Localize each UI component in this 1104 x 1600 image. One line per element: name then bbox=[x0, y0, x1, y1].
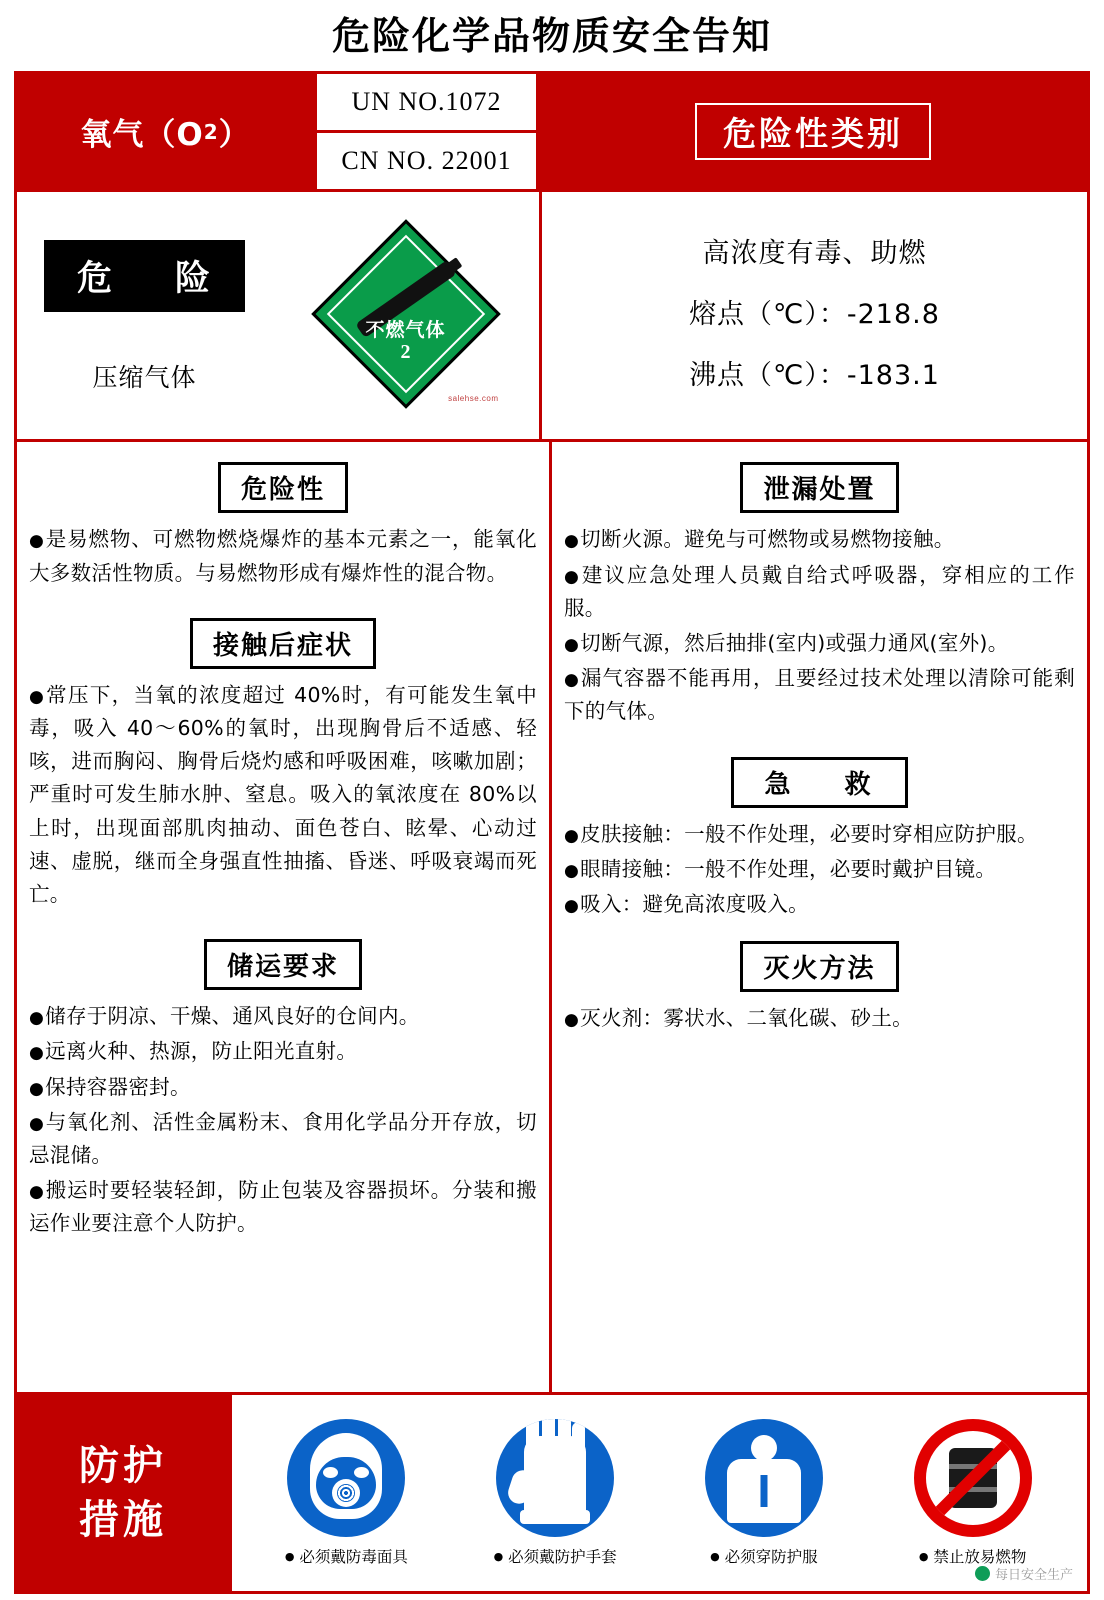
hazard-item: ● 是易燃物、可燃物燃烧爆炸的基本元素之一，能氧化大多数活性物质。与易燃物形成有爆炸性的混合物。 bbox=[29, 523, 537, 589]
ppe-caption-no-flammables: ● 禁止放易燃物 bbox=[919, 1545, 1027, 1567]
gas-mask-icon bbox=[287, 1419, 405, 1537]
firefighting-section-title: 灭火方法 bbox=[740, 941, 898, 992]
watermark-logo-icon bbox=[975, 1566, 990, 1581]
leak-item: ● 漏气容器不能再用，且要经过技术处理以清除可能剩下的气体。 bbox=[564, 662, 1075, 728]
leak-item: ● 切断气源，然后抽排(室内)或强力通风(室外)。 bbox=[564, 627, 1075, 660]
storage-item: ● 保持容器密封。 bbox=[29, 1071, 537, 1104]
storage-section-title: 储运要求 bbox=[204, 939, 362, 990]
ppe-item-no-flammables bbox=[878, 1419, 1068, 1567]
ppe-item-suit bbox=[669, 1419, 859, 1567]
hazard-category-title: 危险性类别 bbox=[695, 103, 931, 160]
placard-credit: salehse.com bbox=[448, 393, 499, 403]
un-number: UN NO.1072 bbox=[317, 74, 536, 133]
header-band bbox=[17, 74, 1087, 192]
non-flammable-gas-placard-icon bbox=[311, 219, 501, 409]
firstaid-item: ● 吸入：避免高浓度吸入。 bbox=[564, 888, 1075, 921]
ppe-item-gas-mask bbox=[251, 1419, 441, 1567]
ppe-footer-label-line2: 措施 bbox=[79, 1497, 167, 1543]
signal-word-area bbox=[17, 192, 272, 439]
placard-inner-border bbox=[326, 235, 484, 393]
storage-section-header bbox=[29, 939, 537, 990]
watermark-text: 每日安全生产 bbox=[994, 1568, 1073, 1583]
ppe-icon-row bbox=[232, 1395, 1087, 1591]
hazard-category-header bbox=[539, 74, 1087, 189]
substance-name-subscript: 2 bbox=[203, 119, 219, 144]
symbol-band bbox=[17, 192, 1087, 442]
firstaid-item: ● 皮肤接触：一般不作处理，必要时穿相应防护服。 bbox=[564, 818, 1075, 851]
ppe-footer-label bbox=[17, 1395, 232, 1591]
cn-number: CN NO. 22001 bbox=[341, 146, 512, 176]
placard-class-number: 2 bbox=[400, 340, 411, 363]
property-melting-point: 熔点（℃）：-218.8 bbox=[689, 299, 940, 331]
symptoms-item: ● 常压下，当氧的浓度超过 40%时，有可能发生氧中毒，吸入 40～60%的氧时，出现胸骨后不适感、轻咳，进而胸闷、胸骨后烧灼感和呼吸困难，咳嗽加剧；严重时可发生肺水肿、窒息。吸入的氧浓度在 80%以上时，出现面部肌肉抽动、面色苍白、眩晕、心动过速、虚脱，继而全身强直性抽搐、昏迷、呼吸衰竭而死亡。 bbox=[29, 679, 537, 911]
firstaid-section-header bbox=[564, 757, 1075, 808]
page-title: 危险化学品物质安全告知 bbox=[331, 14, 772, 58]
ppe-footer-label-line1: 防护 bbox=[79, 1443, 167, 1489]
compressed-gas-label: 压缩气体 bbox=[92, 362, 197, 392]
firefighting-section-header bbox=[564, 941, 1075, 992]
left-column bbox=[17, 442, 552, 1392]
substance-name-text: 氧气（O bbox=[80, 117, 204, 154]
symptoms-section-title: 接触后症状 bbox=[190, 618, 376, 669]
id-numbers bbox=[317, 74, 539, 189]
glove-icon bbox=[496, 1419, 614, 1537]
notice-frame bbox=[14, 71, 1090, 1594]
storage-item: ● 与氧化剂、活性金属粉末、食用化学品分开存放，切忌混储。 bbox=[29, 1106, 537, 1172]
placard-area bbox=[272, 192, 539, 439]
ppe-caption-gas-mask: ● 必须戴防毒面具 bbox=[285, 1545, 408, 1567]
firefighting-item: ● 灭火剂：雾状水、二氧化碳、砂土。 bbox=[564, 1002, 1075, 1035]
leak-item: ● 建议应急处理人员戴自给式呼吸器，穿相应的工作服。 bbox=[564, 559, 1075, 625]
ppe-caption-suit: ● 必须穿防护服 bbox=[710, 1545, 818, 1567]
ppe-caption-gloves: ● 必须戴防护手套 bbox=[494, 1545, 617, 1567]
hazard-section-title: 危险性 bbox=[218, 462, 348, 513]
right-column bbox=[552, 442, 1087, 1392]
no-flammables-icon bbox=[914, 1419, 1032, 1537]
leak-item: ● 切断火源。避免与可燃物或易燃物接触。 bbox=[564, 523, 1075, 556]
substance-name bbox=[17, 74, 317, 189]
property-boiling-point: 沸点（℃）：-183.1 bbox=[689, 360, 940, 392]
leak-section-title: 泄漏处置 bbox=[740, 462, 898, 513]
placard-diamond bbox=[311, 219, 501, 409]
protective-suit-icon bbox=[705, 1419, 823, 1537]
property-list bbox=[542, 192, 1087, 439]
storage-item: ● 远离火种、热源，防止阳光直射。 bbox=[29, 1035, 537, 1068]
content-body bbox=[17, 442, 1087, 1395]
firstaid-item: ● 眼睛接触：一般不作处理，必要时戴护目镜。 bbox=[564, 853, 1075, 886]
ppe-footer bbox=[17, 1395, 1087, 1591]
storage-item: ● 储存于阴凉、干燥、通风良好的仓间内。 bbox=[29, 1000, 537, 1033]
watermark bbox=[975, 1564, 1073, 1583]
placard-text: 不燃气体 bbox=[365, 318, 446, 341]
property-toxicity: 高浓度有毒、助燃 bbox=[702, 238, 927, 270]
leak-section-header bbox=[564, 462, 1075, 513]
symbol-area bbox=[17, 192, 542, 439]
firstaid-section-title: 急 救 bbox=[731, 757, 907, 808]
symptoms-section-header bbox=[29, 618, 537, 669]
signal-word: 危 险 bbox=[44, 240, 245, 312]
hazard-section-header bbox=[29, 462, 537, 513]
substance-name-suffix: ） bbox=[218, 117, 251, 154]
ppe-item-gloves bbox=[460, 1419, 650, 1567]
storage-item: ● 搬运时要轻装轻卸，防止包装及容器损坏。分装和搬运作业要注意个人防护。 bbox=[29, 1174, 537, 1240]
